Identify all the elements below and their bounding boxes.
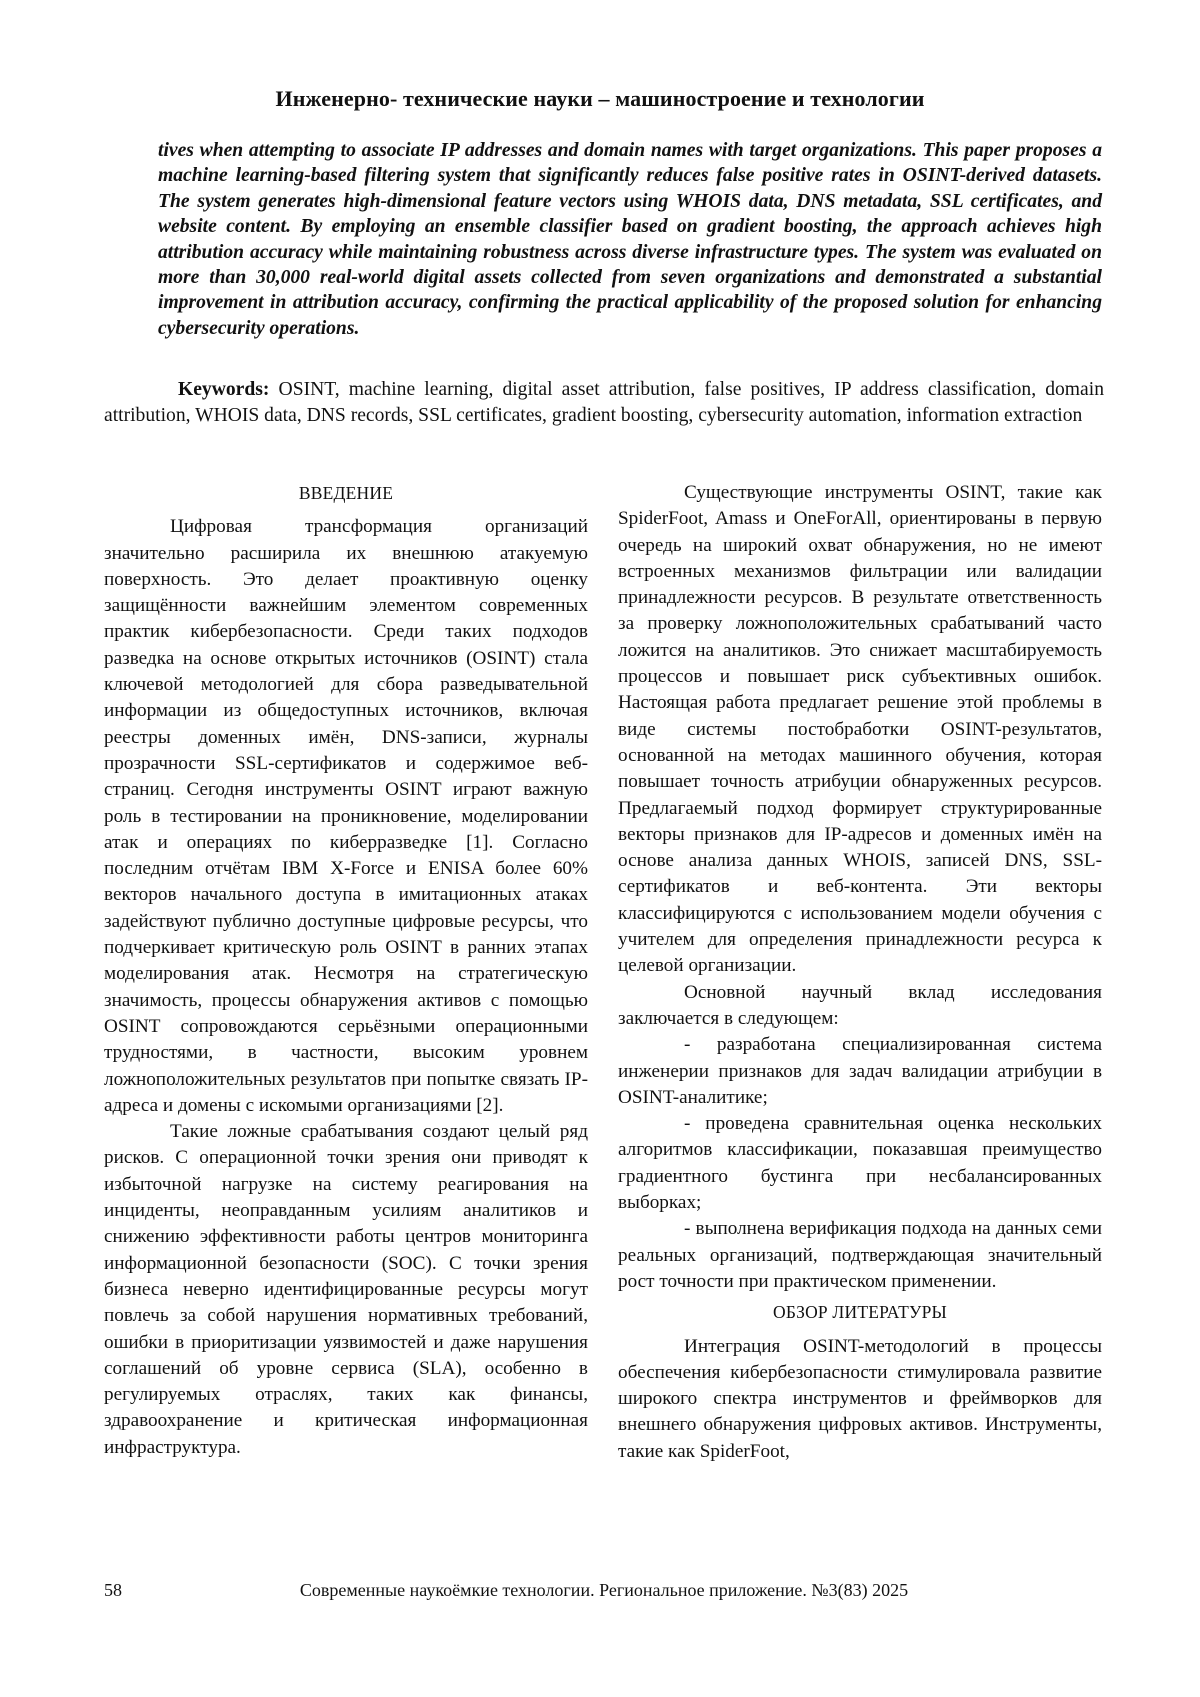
keywords-paragraph bbox=[104, 377, 1104, 429]
section-heading-introduction: ВВЕДЕНИЕ bbox=[298, 483, 394, 503]
body-paragraph: Такие ложные срабатывания создают целый ряд рисков. С операционной точки зрения они приводят к избыточной нагрузке на систему реагирования на инциденты, неоправданным усилиям аналитиков и снижению эффективности работы центров мониторинга информационной безопасности (SOC). С точки зрения бизнеса неверно идентифицированные ресурсы могут повлечь за собой нарушения нормативных требований, ошибки в приоритизации уязвимостей и даже нарушения соглашений об уровне сервиса (SLA), особенно в регулируемых отраслях, таких как финансы, здравоохранение и критическая информационная инфраструктура. bbox=[104, 1121, 588, 1458]
contribution-list-item: - выполнена верификация подхода на данных семи реальных организаций, подтверждающая значительный рост точности при практическом применении. bbox=[618, 1218, 1102, 1292]
body-paragraph: Интеграция OSINT-методологий в процессы обеспечения кибербезопасности стимулировала развитие широкого спектра инструментов и фреймворков для внешнего обнаружения цифровых активов. Инструменты, такие как SpiderFoot, bbox=[618, 1335, 1102, 1462]
body-paragraph: Основной научный вклад исследования заключается в следующем: bbox=[618, 981, 1102, 1029]
keywords-label: Keywords: bbox=[178, 379, 270, 400]
right-column bbox=[618, 480, 1102, 1465]
running-title: Инженерно- технические науки – машиностроение и технологии bbox=[275, 86, 925, 111]
contribution-list-item: - проведена сравнительная оценка нескольких алгоритмов классификации, показавшая преимущество градиентного бустинга при несбалансированных выборках; bbox=[618, 1113, 1102, 1214]
left-column bbox=[104, 480, 588, 1461]
section-heading-literature-review: ОБЗОР ЛИТЕРАТУРЫ bbox=[773, 1302, 947, 1323]
body-paragraph: Цифровая трансформация организаций значительно расширила их внешнюю атакуемую поверхность. Это делает проактивную оценку защищённости важнейшим элементом современных практик кибербезопасности. Среди таких подходов разведка на основе открытых источников (OSINT) стала ключевой методологией для сбора разведывательной информации из общедоступных источников, включая реестры доменных имён, DNS-записи, журналы прозрачности SSL-сертификатов и содержимое веб-страниц. Сегодня инструменты OSINT играют важную роль в тестировании на проникновение, моделировании атак и операциях по киберразведке [1]. Согласно последним отчётам IBM X-Force и ENISA более 60% векторов начального доступа в имитационных атаках задействуют публично доступные цифровые ресурсы, что подчеркивает критическую роль OSINT в ранних этапах моделирования атак. Несмотря на стратегическую значимость, процессы обнаружения активов с помощью OSINT сопровождаются серьёзными операционными трудностями, в частности, высоким уровнем ложноположительных результатов при попытке связать IP-адреса и домены с искомыми организациями [2]. bbox=[104, 516, 588, 1116]
abstract-text: tives when attempting to associate IP addresses and domain names with target organizations. This paper proposes a machine learning-based filtering system that significantly reduces false positive rates in OSINT-derived datasets. The system generates high-dimensional feature vectors using WHOIS data, DNS metadata, SSL certificates, and website content. By employing an ensemble classifier based on gradient boosting, the approach achieves high attribution accuracy while maintaining robustness across diverse infrastructure types. The system was evaluated on more than 30,000 real-world digital assets collected from seven organizations and demonstrated a substantial improvement in attribution accuracy, confirming the practical applicability of the proposed solution for enhancing cybersecurity operations. bbox=[158, 140, 1102, 339]
body-paragraph: Существующие инструменты OSINT, такие как SpiderFoot, Amass и OneForAll, ориентированы в первую очередь на широкий охват обнаружения, но не имеют встроенных механизмов фильтрации или валидации принадлежности ресурсов. В результате ответственность за проверку ложноположительных срабатываний часто ложится на аналитиков. Это снижает масштабируемость процессов и повышает риск субъективных ошибок. Настоящая работа предлагает решение этой проблемы в виде системы постобработки OSINT-результатов, основанной на методах машинного обучения, которая повышает точность атрибуции обнаруженных ресурсов. Предлагаемый подход формирует структурированные векторы признаков для IP-адресов и доменных имён на основе анализа данных WHOIS, записей DNS, SSL-сертификатов и веб-контента. Эти векторы классифицируются с использованием модели обучения с учителем для определения принадлежности ресурса к целевой организации. bbox=[618, 482, 1102, 977]
journal-title: Современные наукоёмкие технологии. Региональное приложение. №3(83) 2025 bbox=[299, 1580, 909, 1600]
keywords-block bbox=[104, 377, 1104, 429]
page-number: 58 bbox=[104, 1580, 122, 1600]
keywords-text: OSINT, machine learning, digital asset attribution, false positives, IP address classification, domain attribution, WHOIS data, DNS records, SSL certificates, gradient boosting, cybersecurity automation, information extraction bbox=[104, 379, 1104, 426]
abstract-continuation bbox=[158, 138, 1102, 341]
contribution-list-item: - разработана специализированная система инженерии признаков для задач валидации атрибуции в OSINT-аналитике; bbox=[618, 1034, 1102, 1108]
